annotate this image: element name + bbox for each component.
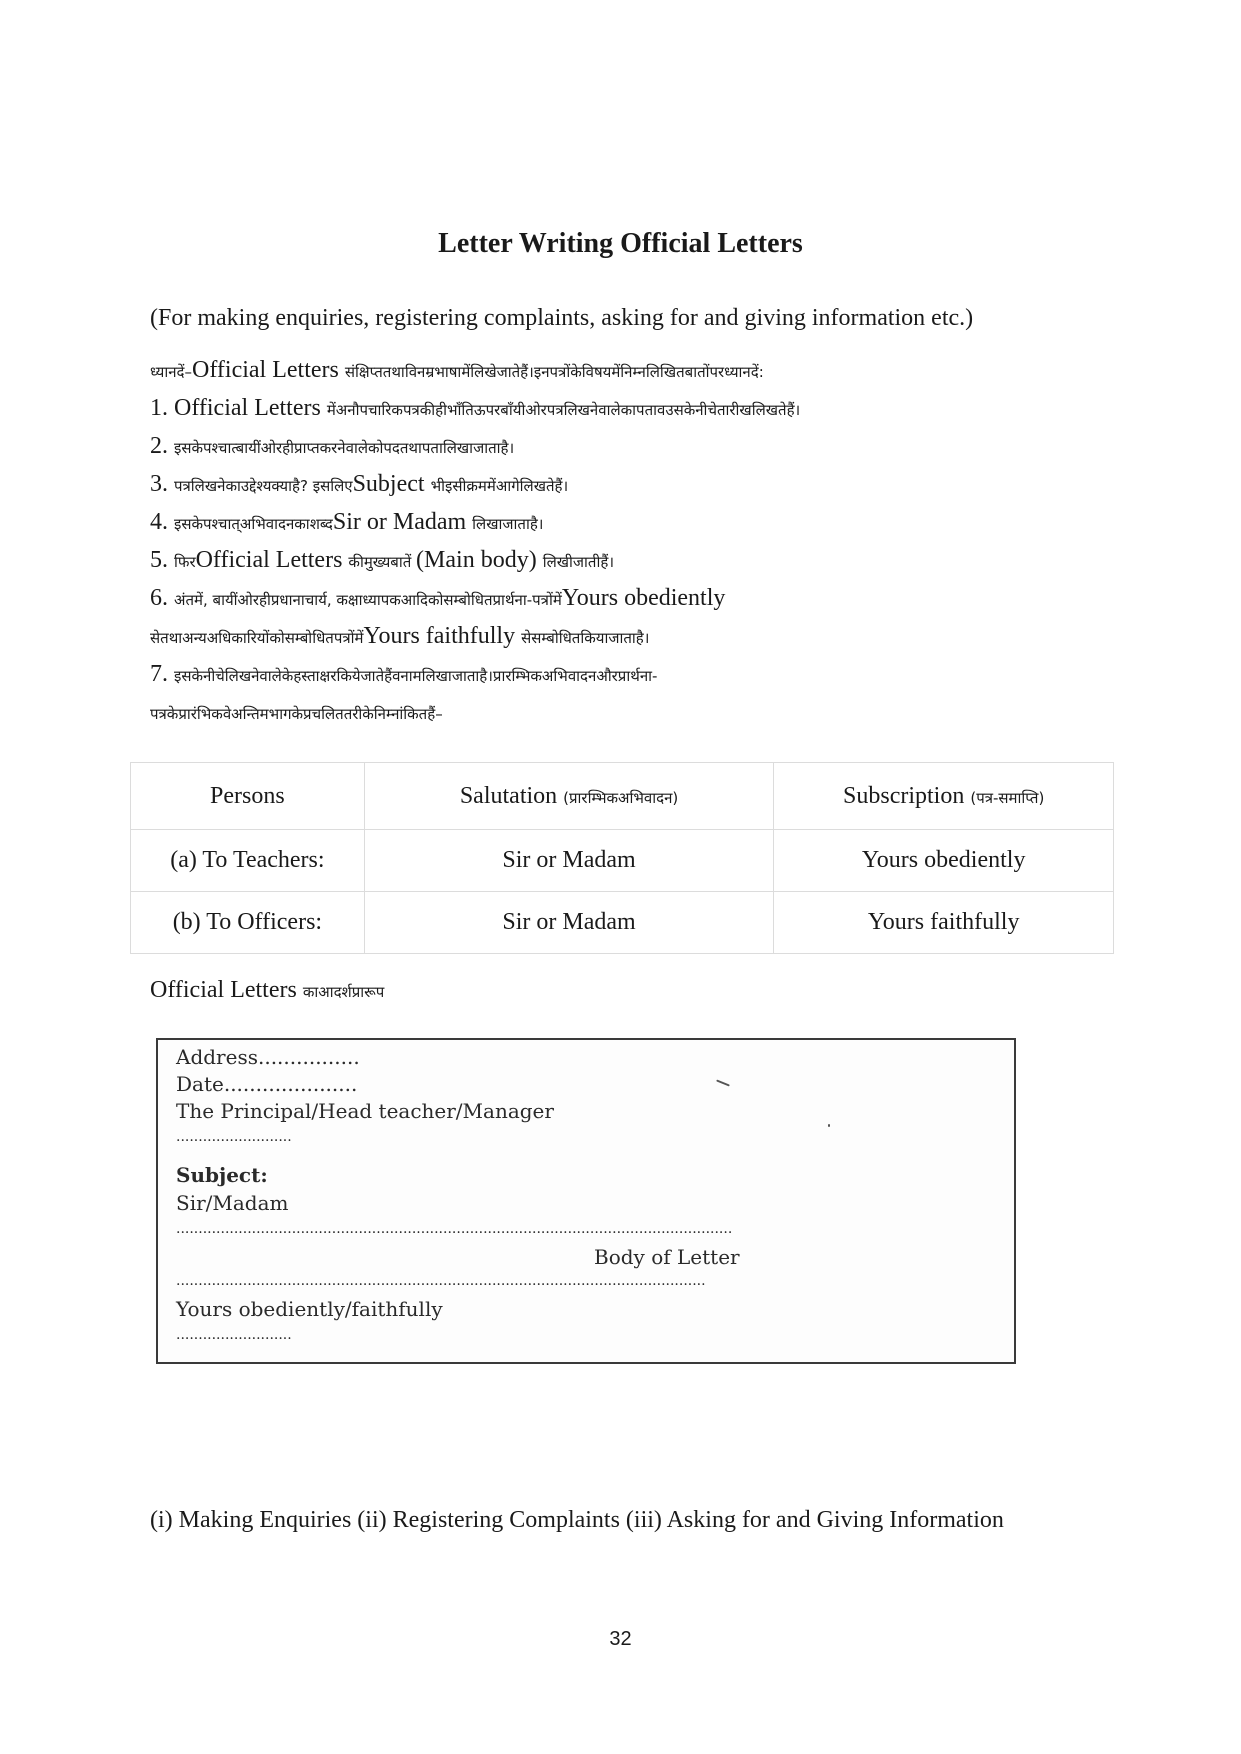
note-intro: ध्यानदें–Official Letters संक्षिप्ततथाविनम्रभाषामेंलिखेजातेहैं।इनपत्रोंकेविषयमेंनिम्नलिखितबातोंपरध्यानदें: [150, 357, 764, 383]
note-point-6: 6. अंतमें, बायींओरहीप्रधानाचार्य, कक्षाध्यापकआदिकोसम्बोधितप्रार्थना-पत्रोंमेंYours obediently [150, 585, 726, 611]
cell-subscription: Yours faithfully [774, 892, 1114, 954]
table-row [131, 830, 1114, 892]
page-title: Letter Writing Official Letters [438, 228, 803, 259]
scan-speck [716, 1079, 730, 1086]
cell-person: (a) To Teachers: [131, 830, 365, 892]
salutation-table [130, 762, 1114, 954]
table-row [131, 892, 1114, 954]
letter-recipient: The Principal/Head teacher/Manager [176, 1099, 554, 1123]
letter-closing-dots: .......................... [176, 1327, 292, 1343]
header-persons: Persons [131, 763, 365, 830]
note-point-7: 7. इसकेनीचेलिखनेवालेकेहस्ताक्षरकियेजातेहैंवनामलिखाजाताहै।प्रारम्भिकअभिवादनऔरप्रार्थना- [150, 661, 658, 687]
letter-body-dots-top: ............................................................................................................................. [176, 1221, 733, 1237]
note-point-1: 1. Official Letters मेंअनौपचारिकपत्रकीहीभाँतिऊपरबाँयीओरपत्रलिखनेवालेकापतावउसकेनीचेतारीखलिखतेहैं। [150, 395, 801, 421]
note-point-3: 3. पत्रलिखनेकाउद्देश्यक्याहै? इसलिएSubject भीइसीक्रममेंआगेलिखतेहैं। [150, 471, 569, 497]
letter-recipient-dots: .......................... [176, 1129, 292, 1145]
letter-body-dots-bottom: ....................................................................................................................... [176, 1273, 706, 1289]
letter-address: Address................ [176, 1045, 360, 1069]
subtitle: (For making enquiries, registering complaints, asking for and giving information etc.) [150, 305, 974, 331]
header-salutation: Salutation (प्रारम्भिकअभिवादन) [364, 763, 774, 830]
letter-subject: Subject: [176, 1163, 268, 1187]
letter-types: (i) Making Enquiries (ii) Registering Complaints (iii) Asking for and Giving Information [150, 1507, 1004, 1533]
letter-format-box [156, 1038, 1016, 1364]
note-point-5: 5. फिरOfficial Letters कीमुख्यबातें (Main body) लिखीजातीहैं। [150, 547, 615, 573]
table-header-row [131, 763, 1114, 830]
letter-body: Body of Letter [594, 1245, 740, 1269]
scan-speck [828, 1124, 830, 1127]
note-point-7-cont: पत्रकेप्रारंभिकवेअन्तिमभागकेप्रचलिततरीकेनिम्नांकितहैं– [150, 705, 443, 723]
cell-salutation: Sir or Madam [364, 830, 774, 892]
cell-salutation: Sir or Madam [364, 892, 774, 954]
cell-subscription: Yours obediently [774, 830, 1114, 892]
format-label: Official Letters काआदर्शप्रारूप [150, 977, 385, 1003]
header-subscription: Subscription (पत्र-समाप्ति) [774, 763, 1114, 830]
letter-closing: Yours obediently/faithfully [176, 1297, 443, 1321]
note-point-6-cont: सेतथाअन्यअधिकारियोंकोसम्बोधितपत्रोंमेंYours faithfully सेसम्बोधितकियाजाताहै। [150, 623, 650, 649]
letter-date: Date..................... [176, 1072, 358, 1096]
cell-person: (b) To Officers: [131, 892, 365, 954]
page-number: 32 [609, 1628, 632, 1650]
note-point-2: 2. इसकेपश्चात्बायींओरहीप्राप्तकरनेवालेकोपदतथापतालिखाजाताहै। [150, 433, 515, 459]
note-point-4: 4. इसकेपश्चात्अभिवादनकाशब्दSir or Madam लिखाजाताहै। [150, 509, 544, 535]
letter-salutation: Sir/Madam [176, 1191, 289, 1215]
